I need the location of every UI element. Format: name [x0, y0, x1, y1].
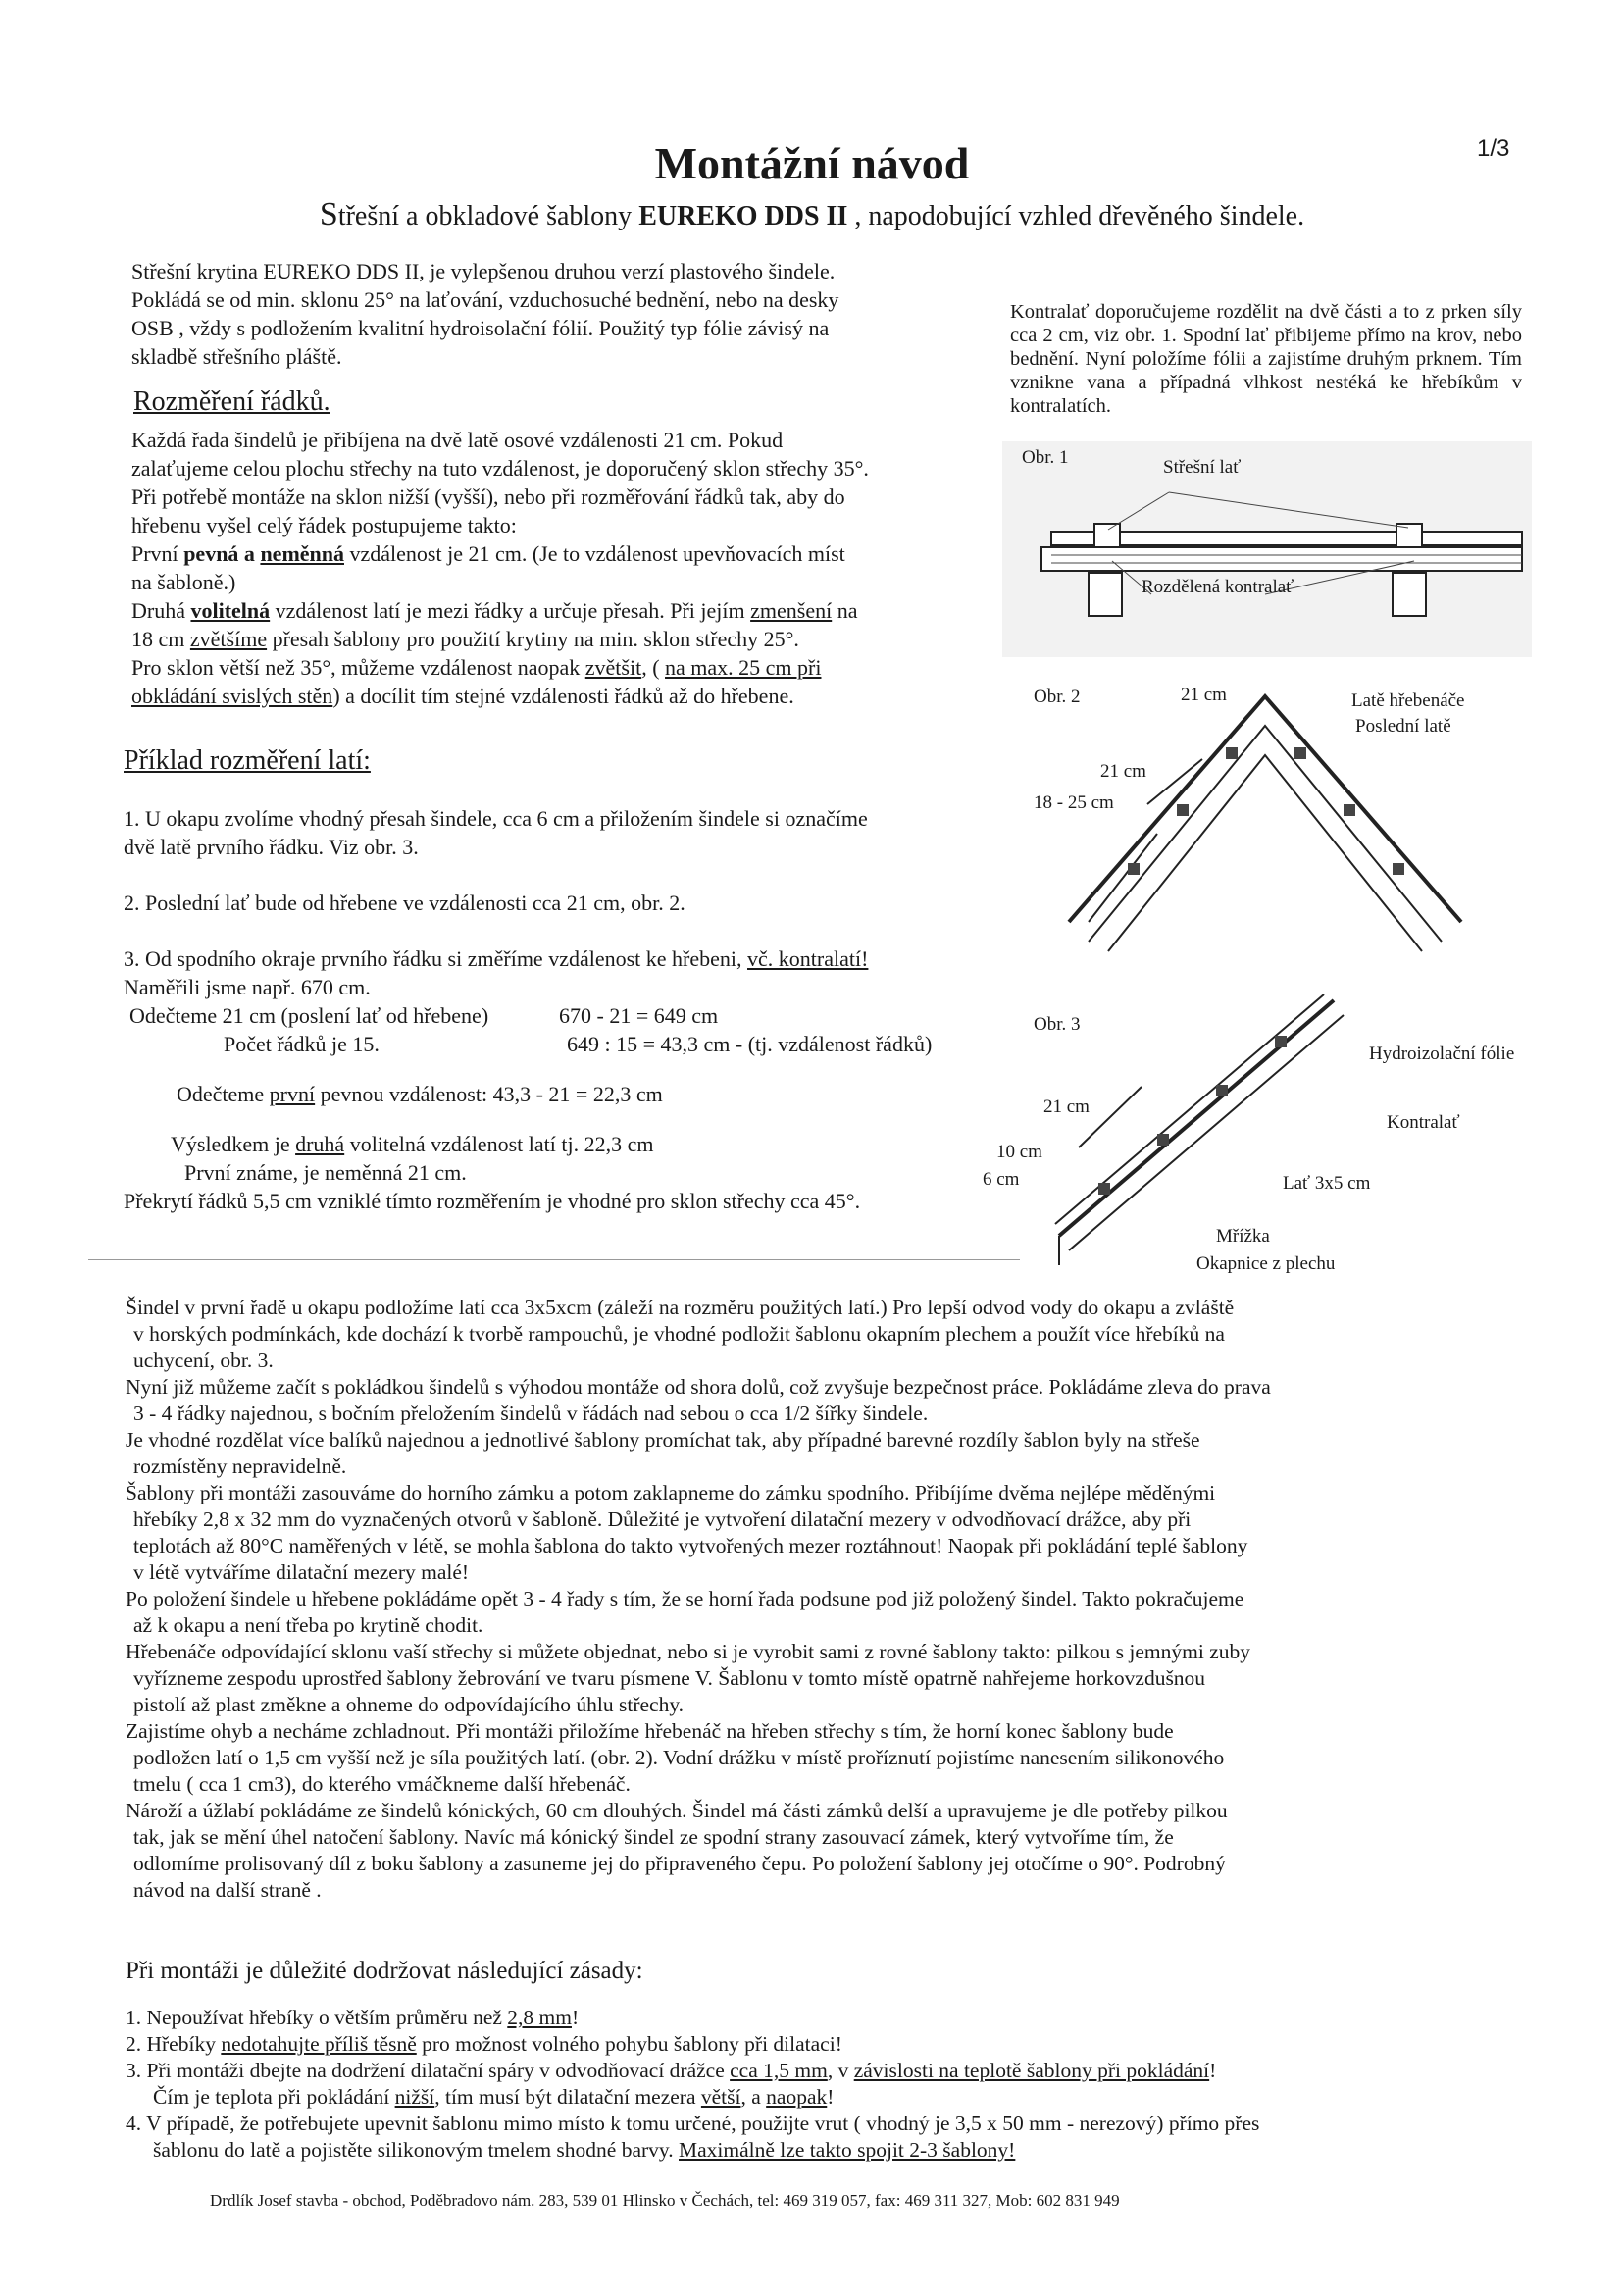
example-line: [124, 1001, 1026, 1030]
body-line: pistolí až plast změkne a ohneme do odpovídajícího úhlu střechy.: [133, 1693, 685, 1716]
batten: [1226, 747, 1238, 759]
text-underlined: nedotahujte příliš těsně: [221, 2032, 417, 2056]
batten: [1393, 863, 1404, 875]
text-underlined: obkládání svislých stěn: [131, 684, 333, 708]
batten: [1128, 863, 1140, 875]
counter-batten-note: Kontralať doporučujeme rozdělit na dvě části a to z prken síly cca 2 cm, viz obr. 1. Spodní lať přibijeme přímo na krov, nebo bednění. Nyní položíme fólii a zajistíme druhým prknem. Tím vznikne vana a případná vlhkost nestéká ke hřebíkům v kontralatích.: [1010, 301, 1522, 417]
section-heading-batten-example: Příklad rozměření latí:: [124, 745, 371, 776]
figure-1-diagram: [1002, 441, 1532, 657]
text-underlined: větší: [700, 2085, 741, 2109]
rafter: [1393, 573, 1426, 616]
text-run: 2. Hřebíky: [126, 2032, 222, 2056]
body-line: Hřebenáče odpovídající sklonu vaší střechy si můžete objednat, nebo si je vyrobit sami z rovné šablony takto: pilkou s jemnými zuby: [126, 1640, 1251, 1663]
text-bold: pevná a: [183, 541, 255, 566]
dimension-21cm: 21 cm: [1100, 761, 1146, 782]
text-run: !: [1209, 2059, 1217, 2082]
text-run: Pro sklon větší než 35°, můžeme vzdálenost naopak: [131, 655, 585, 680]
dimension-21cm: 21 cm: [1181, 685, 1227, 705]
text-underlined: naopak: [766, 2085, 828, 2109]
dimension-18-25cm: 18 - 25 cm: [1034, 792, 1114, 813]
example-line: První známe, je neměnná 21 cm.: [184, 1160, 467, 1185]
subtitle-text-before: třešní a obkladové šablony: [337, 201, 639, 231]
row-spacing-line: zalaťujeme celou plochu střechy na tuto vzdálenost, je doporučený sklon střechy 35°.: [131, 456, 869, 481]
row-spacing-line: na šabloně.): [131, 570, 236, 594]
body-line: vyřízneme zespodu uprostřed šablony žebrování ve tvaru písmene V. Šablonu v tomto místě opatrně nahřejeme horkovzdušnou: [133, 1666, 1206, 1690]
body-line: Nyní již můžeme začít s pokládkou šindelů s výhodou montáže od shora dolů, což zvyšuje bezpečnost práce. Pokládáme zleva do prava: [126, 1375, 1271, 1399]
row-spacing-line: Při potřebě montáže na sklon nižší (vyšší), nebo při rozměřování řádků tak, aby do: [131, 484, 845, 509]
text-run: šablonu do latě a pojistěte silikonovým tmelem shodné barvy.: [153, 2138, 680, 2162]
page-number: 1/3: [1477, 135, 1510, 162]
text-underlined: cca 1,5 mm: [730, 2059, 828, 2082]
text-run: 18 cm: [131, 627, 190, 651]
text-underlined: zvětšíme: [189, 627, 268, 651]
body-line: v horských podmínkách, kde dochází k tvorbě rampouchů, je vhodné podložit šablonu okapním plechem a použít více hřebíků na: [133, 1322, 1225, 1346]
text-run: , v: [827, 2059, 854, 2082]
text-run: vzdálenost je 21 cm. (Je to vzdálenost upevňovacích míst: [344, 541, 845, 566]
text-run: Výsledkem je: [171, 1132, 296, 1156]
batten-example: [124, 804, 1026, 1215]
text-underlined: první: [269, 1082, 316, 1106]
page-subtitle: [0, 196, 1624, 233]
row-spacing-line: hřebenu vyšel celý řádek postupujeme takto:: [131, 513, 517, 537]
subtitle-text-after: , napodobující vzhled dřevěného šindele.: [847, 201, 1305, 231]
dimension-10cm: 10 cm: [996, 1142, 1042, 1162]
batten: [1344, 804, 1355, 816]
text-run: 649 : 15 = 43,3 cm - (tj. vzdálenost řádků): [567, 1032, 933, 1056]
roof-batten: [1094, 524, 1120, 547]
body-line: Nároží a úžlabí pokládáme ze šindelů kónických, 60 cm dlouhých. Šindel má části zámků delší a upravujeme je dle potřeby pilkou: [126, 1799, 1228, 1822]
figure-1-label: Obr. 1: [1022, 447, 1069, 468]
figure-3-label: Obr. 3: [1034, 1014, 1081, 1035]
roof-batten: [1396, 524, 1422, 547]
text-run: Odečteme: [177, 1082, 270, 1106]
body-line: Zajistíme ohyb a necháme zchladnout. Při montáži přiložíme hřebenáč na hřeben střechy s tím, že horní konec šablony bude: [126, 1719, 1174, 1743]
example-line: Překrytí řádků 5,5 cm vzniklé tímto rozměřením je vhodné pro sklon střechy cca 45°.: [124, 1189, 861, 1213]
body-line: podložen latí o 1,5 cm vyšší než je síla použitých latí. (obr. 2). Vodní drážku v místě proříznutí pojistíme nanesením silikonového: [133, 1746, 1225, 1769]
intro-paragraph: [131, 257, 1014, 371]
body-line: teplotách až 80°C naměřených v létě, se mohla šablona do takto vytvořených mezer roztáhnout! Naopak při pokládání teplé šablony: [133, 1534, 1248, 1557]
text-run: !: [571, 2006, 580, 2029]
row-spacing-line: [131, 596, 1014, 625]
roof-slope-inner: [1069, 1015, 1344, 1250]
text-run: !: [827, 2085, 835, 2109]
text-run: 3. Při montáži dbejte na dodržení dilatační spáry v odvodňovací drážce: [126, 2059, 731, 2082]
text-run: Počet řádků je 15.: [224, 1032, 380, 1056]
installation-instructions: [126, 1295, 1518, 1904]
text-underlined: na max. 25 cm při: [665, 655, 822, 680]
subtitle-brand: EUREKO DDS II: [638, 201, 848, 231]
dimension-21cm: 21 cm: [1043, 1096, 1090, 1117]
text-run: , (: [641, 655, 666, 680]
row-spacing-line: [131, 653, 1014, 682]
roof-shingle-layer: [1051, 532, 1522, 545]
split-counter-batten-label: Rozdělená kontralať: [1142, 577, 1294, 597]
text-run: 1. Nepoužívat hřebíky o větším průměru než: [126, 2006, 508, 2029]
body-line: rozmístěny nepravidelně.: [133, 1454, 347, 1478]
intro-line: Střešní krytina EUREKO DDS II, je vylepšenou druhou verzí plastového šindele.: [131, 259, 836, 283]
example-line: 1. U okapu zvolíme vhodný přesah šindele, cca 6 cm a přiložením šindele si označíme: [124, 806, 868, 831]
rule-item: 4. V případě, že potřebujete upevnit šablonu mimo místo k tomu určené, použijte vrut ( vhodný je 3,5 x 50 mm - nerezový) přímo přes: [126, 2112, 1260, 2135]
figure-3-diagram: [1040, 991, 1353, 1275]
batten: [1098, 1183, 1110, 1195]
rules-list: [126, 2005, 1518, 2164]
text-run: přesah šablony pro použití krytiny na min. sklon střechy 25°.: [267, 627, 799, 651]
rules-heading: Při montáži je důležité dodržovat následující zásady:: [126, 1958, 643, 1984]
text-bold-underlined: neměnná: [260, 541, 344, 566]
figure-2-label: Obr. 2: [1034, 687, 1081, 707]
section-heading-row-spacing: Rozměření řádků.: [133, 386, 330, 417]
text-underlined: zvětšit: [584, 655, 642, 680]
text-bold-underlined: volitelná: [190, 598, 271, 623]
body-line: Je vhodné rozdělat více balíků najednou a jednotlivé šablony promíchat tak, aby případné barevné rozdíly šablon byly na střeše: [126, 1428, 1200, 1452]
batten: [1275, 1036, 1287, 1047]
row-spacing-line: [131, 625, 1014, 653]
text-underlined: 2,8 mm: [507, 2006, 572, 2029]
body-line: v létě vytváříme dilatační mezery malé!: [133, 1560, 470, 1584]
counter-batten-board: [1041, 547, 1522, 571]
batten-size-label: Lať 3x5 cm: [1283, 1173, 1371, 1194]
row-spacing-paragraph: [131, 426, 1014, 710]
text-underlined: nižší: [394, 2085, 435, 2109]
rule-item: [126, 2005, 1518, 2031]
batten: [1157, 1134, 1169, 1146]
rule-item: [126, 2058, 1518, 2084]
body-line: Šindel v první řadě u okapu podložíme latí cca 3x5xcm (záleží na rozměru použitých latí.) Pro lepší odvod vody do okapu a zvláště: [126, 1296, 1235, 1319]
example-line: [124, 1130, 1026, 1158]
text-underlined: zmenšení: [750, 598, 833, 623]
last-battens-label: Poslední latě: [1355, 716, 1451, 737]
intro-line: skladbě střešního pláště.: [131, 344, 342, 369]
text-run: , tím musí být dilatační mezera: [434, 2085, 701, 2109]
text-underlined: závislosti na teplotě šablony při pokládání: [853, 2059, 1210, 2082]
row-spacing-line: Každá řada šindelů je přibíjena na dvě latě osové vzdálenosti 21 cm. Pokud: [131, 428, 784, 452]
batten: [1216, 1085, 1228, 1096]
body-line: až k okapu a není třeba po krytině chodit.: [133, 1613, 483, 1637]
rule-item: [126, 2031, 1518, 2058]
subtitle-initial: S: [319, 196, 338, 232]
rafter: [1089, 573, 1122, 616]
roof-slope: [1059, 1000, 1334, 1236]
ridge-inner-outline: [1108, 755, 1422, 951]
text-run: Odečteme 21 cm (poslení lať od hřebene): [129, 1003, 489, 1028]
text-run: První: [131, 541, 184, 566]
body-line: odlomíme prolisovaný díl z boku šablony a zasuneme jej do připraveného čepu. Po položení šablony jej otočíme o 90°. Podrobný: [133, 1852, 1226, 1875]
rule-item-continuation: [126, 2137, 1518, 2164]
intro-line: OSB , vždy s podložením kvalitní hydroisolační fólií. Použitý typ fólie závisý na: [131, 316, 830, 340]
text-run: pro možnost volného pohybu šablony při dilataci!: [416, 2032, 842, 2056]
counter-batten-label: Kontralať: [1387, 1112, 1460, 1133]
text-run: volitelná vzdálenost latí tj. 22,3 cm: [344, 1132, 654, 1156]
page-title: Montážní návod: [654, 138, 970, 188]
drip-edge-label: Okapnice z plechu: [1196, 1253, 1336, 1274]
text-run: pevnou vzdálenost: 43,3 - 21 = 22,3 cm: [315, 1082, 663, 1106]
measure-line: [1089, 834, 1157, 922]
text-run: , a: [740, 2085, 767, 2109]
body-line: tmelu ( cca 1 cm3), do kterého vmáčkneme další hřebenáč.: [133, 1772, 631, 1796]
example-line: [124, 1080, 1026, 1108]
text-underlined: Maximálně lze takto spojit 2-3 šablony!: [679, 2138, 1016, 2162]
body-line: návod na další straně .: [133, 1878, 322, 1902]
body-line: Šablony při montáži zasouváme do horního zámku a potom zaklapneme do zámku spodního. Přibíjíme dvěma nejlépe měděnými: [126, 1481, 1216, 1504]
divider: [88, 1259, 1020, 1260]
ridge-battens-label: Latě hřebenáče: [1351, 690, 1465, 711]
dimension-6cm: 6 cm: [983, 1169, 1020, 1190]
text-run: 670 - 21 = 649 cm: [559, 1003, 719, 1028]
body-line: hřebíky 2,8 x 32 mm do vyznačených otvorů v šabloně. Důležité je vytvoření dilatační mezery v odvodňovací drážce, aby při: [133, 1507, 1192, 1531]
body-line: uchycení, obr. 3.: [133, 1349, 274, 1372]
example-line: dvě latě prvního řádku. Viz obr. 3.: [124, 835, 419, 859]
text-run: 3. Od spodního okraje prvního řádku si změříme vzdálenost ke hřebeni,: [124, 946, 748, 971]
example-line: [124, 1030, 1026, 1058]
row-spacing-line: [131, 682, 1014, 710]
rule-item-continuation: [126, 2084, 1518, 2111]
batten: [1294, 747, 1306, 759]
example-line: 2. Poslední lať bude od hřebene ve vzdálenosti cca 21 cm, obr. 2.: [124, 891, 685, 915]
text-run: ) a docílit tím stejné vzdálenosti řádků až do hřebene.: [332, 684, 794, 708]
grid-label: Mřížka: [1216, 1226, 1270, 1247]
example-line: [124, 944, 1026, 973]
roof-batten-label: Střešní lať: [1163, 457, 1242, 478]
example-line: Naměřili jsme např. 670 cm.: [124, 975, 371, 999]
row-spacing-line: [131, 539, 1014, 568]
body-line: Po položení šindele u hřebene pokládáme opět 3 - 4 řady s tím, že se horní řada podsune pod již položený šindel. Takto pokračujeme: [126, 1587, 1244, 1610]
body-line: tak, jak se mění úhel natočení šablony. Navíc má kónický šindel ze spodní strany zasouvací zámek, který vytvoříme tím, že: [133, 1825, 1174, 1849]
intro-line: Pokládá se od min. sklonu 25° na laťování, vzduchosuché bednění, nebo na desky: [131, 287, 839, 312]
body-line: 3 - 4 řádky najednou, s bočním přeložením šindelů v řádách nad sebou o cca 1/2 šířky šindele.: [133, 1402, 929, 1425]
batten: [1177, 804, 1189, 816]
text-run: na: [832, 598, 858, 623]
text-run: Čím je teplota při pokládání: [153, 2085, 395, 2109]
text-run: Druhá: [131, 598, 191, 623]
text-run: vzdálenost latí je mezi řádky a určuje přesah. Při jejím: [270, 598, 751, 623]
text-underlined: druhá: [295, 1132, 345, 1156]
hydro-foil-label: Hydroizolační fólie: [1369, 1044, 1515, 1064]
text-underlined: vč. kontralatí!: [747, 946, 869, 971]
footer-contact: Drdlík Josef stavba - obchod, Poděbradovo nám. 283, 539 01 Hlinsko v Čechách, tel: 469 319 057, fax: 469 311 327, Mob: 602 831 949: [210, 2191, 1120, 2210]
